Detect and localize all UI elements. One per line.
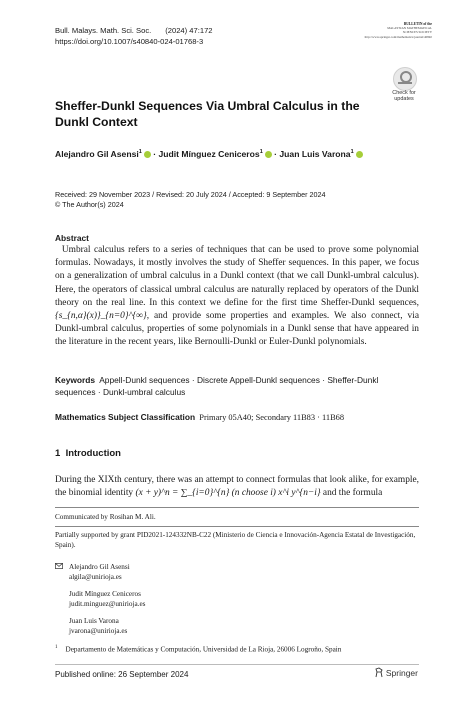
affiliation-marker: 1 — [350, 149, 354, 156]
author-name[interactable]: Judit Mínguez Ceniceros — [158, 149, 260, 159]
publisher-logo — [374, 667, 418, 678]
contact-entry — [69, 589, 269, 609]
author-separator: · — [274, 149, 278, 159]
logo-title: BULLETIN of the — [403, 22, 432, 26]
contact-entry — [69, 562, 269, 582]
published-date: Published online: 26 September 2024 — [55, 670, 189, 679]
abstract-text: Umbral calculus refers to a series of techniques that can be used to prove some polynomial formulas. Nowadays, it mostly involves the study of Sheffer sequences. In this paper, we focus on a generalization of umbral calculus in a Dunkl context (that we call Dunkl-umbral calculus). Here, the operators of classical umbral calculus are naturally replaced by operators of the Dunkl theory on the real line. In this context we define for the first time Sheffer-Dunkl sequences, — [55, 245, 420, 308]
affiliation-marker: 1 — [138, 149, 142, 156]
section-title: Introduction — [65, 448, 121, 459]
author-separator: · — [153, 149, 157, 159]
author-name[interactable]: Juan Luis Varona — [279, 149, 351, 159]
springer-horse-icon — [374, 667, 384, 678]
doi-link[interactable]: https://doi.org/10.1007/s40840-024-01768-3 — [55, 37, 204, 46]
check-for-updates-badge[interactable] — [386, 67, 422, 103]
contact-email[interactable]: algila@unirioja.es — [69, 573, 122, 581]
footnote-divider — [55, 507, 419, 508]
orcid-icon[interactable] — [265, 151, 272, 158]
history-dates: Received: 29 November 2023 / Revised: 20 July 2024 / Accepted: 9 September 2024 — [55, 190, 326, 199]
copyright: © The Author(s) 2024 — [55, 200, 124, 209]
contact-name: Juan Luis Varona — [69, 617, 119, 625]
footnote-divider — [55, 526, 419, 527]
keywords — [55, 375, 419, 398]
intro-math: (x + y)^n = ∑_{i=0}^{n} (n choose i) x^i y^{n−i} — [135, 488, 321, 499]
contact-email[interactable]: jvarona@unirioja.es — [69, 627, 128, 635]
journal-logo — [362, 22, 432, 39]
author-name[interactable]: Alejandro Gil Asensi — [55, 149, 139, 159]
affiliation — [55, 645, 341, 653]
publisher-name: Springer — [385, 668, 418, 678]
funding-note: Partially supported by grant PID2021-124332NB-C22 (Ministerio de Ciencia e Innovación-Agencia Estatal de Investigación, Spain). — [55, 531, 416, 549]
orcid-icon[interactable] — [144, 151, 151, 158]
subject-classification — [55, 412, 419, 422]
abstract-text: , and provide some properties and examples. We also connect, via Dunkl-umbral calculus, properties of some polynomials in a Dunkl sense that have appeared in the literature in the recent years, like Bernoulli-Dunkl or Euler-Dunkl polynomials. — [55, 311, 419, 348]
contact-name: Alejandro Gil Asensi — [69, 563, 130, 571]
affiliation-marker: 1 — [259, 149, 263, 156]
citation: (2024) 47:172 — [165, 26, 213, 35]
envelope-icon — [55, 563, 63, 569]
article-dates — [55, 190, 326, 210]
check-for-updates-icon — [393, 67, 417, 91]
badge-label: Check for updates — [392, 90, 416, 102]
logo-line: MALAYSIAN MATHEMATICAL — [387, 26, 432, 31]
section-number: 1 — [55, 448, 61, 459]
article-title: Sheffer-Dunkl Sequences Via Umbral Calculus in the Dunkl Context — [55, 99, 360, 129]
abstract-heading: Abstract — [55, 233, 89, 243]
orcid-icon[interactable] — [356, 151, 363, 158]
footer-divider — [55, 664, 419, 665]
journal-header — [55, 25, 213, 47]
abstract-math: {s_{n,α}(x)}_{n=0}^{∞} — [55, 311, 147, 322]
affiliation-number: 1 — [55, 645, 58, 650]
keywords-label: Keywords — [55, 375, 96, 385]
logo-url: http://www.springer.com/mathematics/journal/40840 — [364, 34, 432, 39]
affiliation-text: Departamento de Matemáticas y Computación, Universidad de La Rioja, 26006 Logroño, Spain — [65, 645, 342, 654]
intro-text: and the formula — [320, 488, 383, 499]
author-list — [55, 149, 363, 159]
section-heading — [55, 448, 121, 459]
msc-label: Mathematics Subject Classification — [55, 412, 196, 422]
msc-text: Primary 05A40; Secondary 11B83 · 11B68 — [199, 413, 345, 422]
contact-name: Judit Mínguez Ceniceros — [69, 590, 141, 598]
intro-text: During the XIXth century, there was an attempt to connect formulas that look alike, for example, the binomial identity — [55, 475, 419, 499]
contact-email[interactable]: judit.minguez@unirioja.es — [69, 600, 146, 608]
keywords-text: Appell-Dunkl sequences · Discrete Appell-Dunkl sequences · Sheffer-Dunkl sequences · Dunkl-umbral calculus — [55, 375, 379, 397]
communicated-note: Communicated by Rosihan M. Ali. — [55, 513, 156, 521]
logo-line: SCIENCES SOCIETY — [402, 30, 432, 35]
contact-entry — [69, 616, 269, 636]
intro-paragraph — [55, 474, 419, 500]
abstract-body — [55, 244, 419, 350]
journal-name: Bull. Malays. Math. Sci. Soc. — [55, 26, 152, 35]
